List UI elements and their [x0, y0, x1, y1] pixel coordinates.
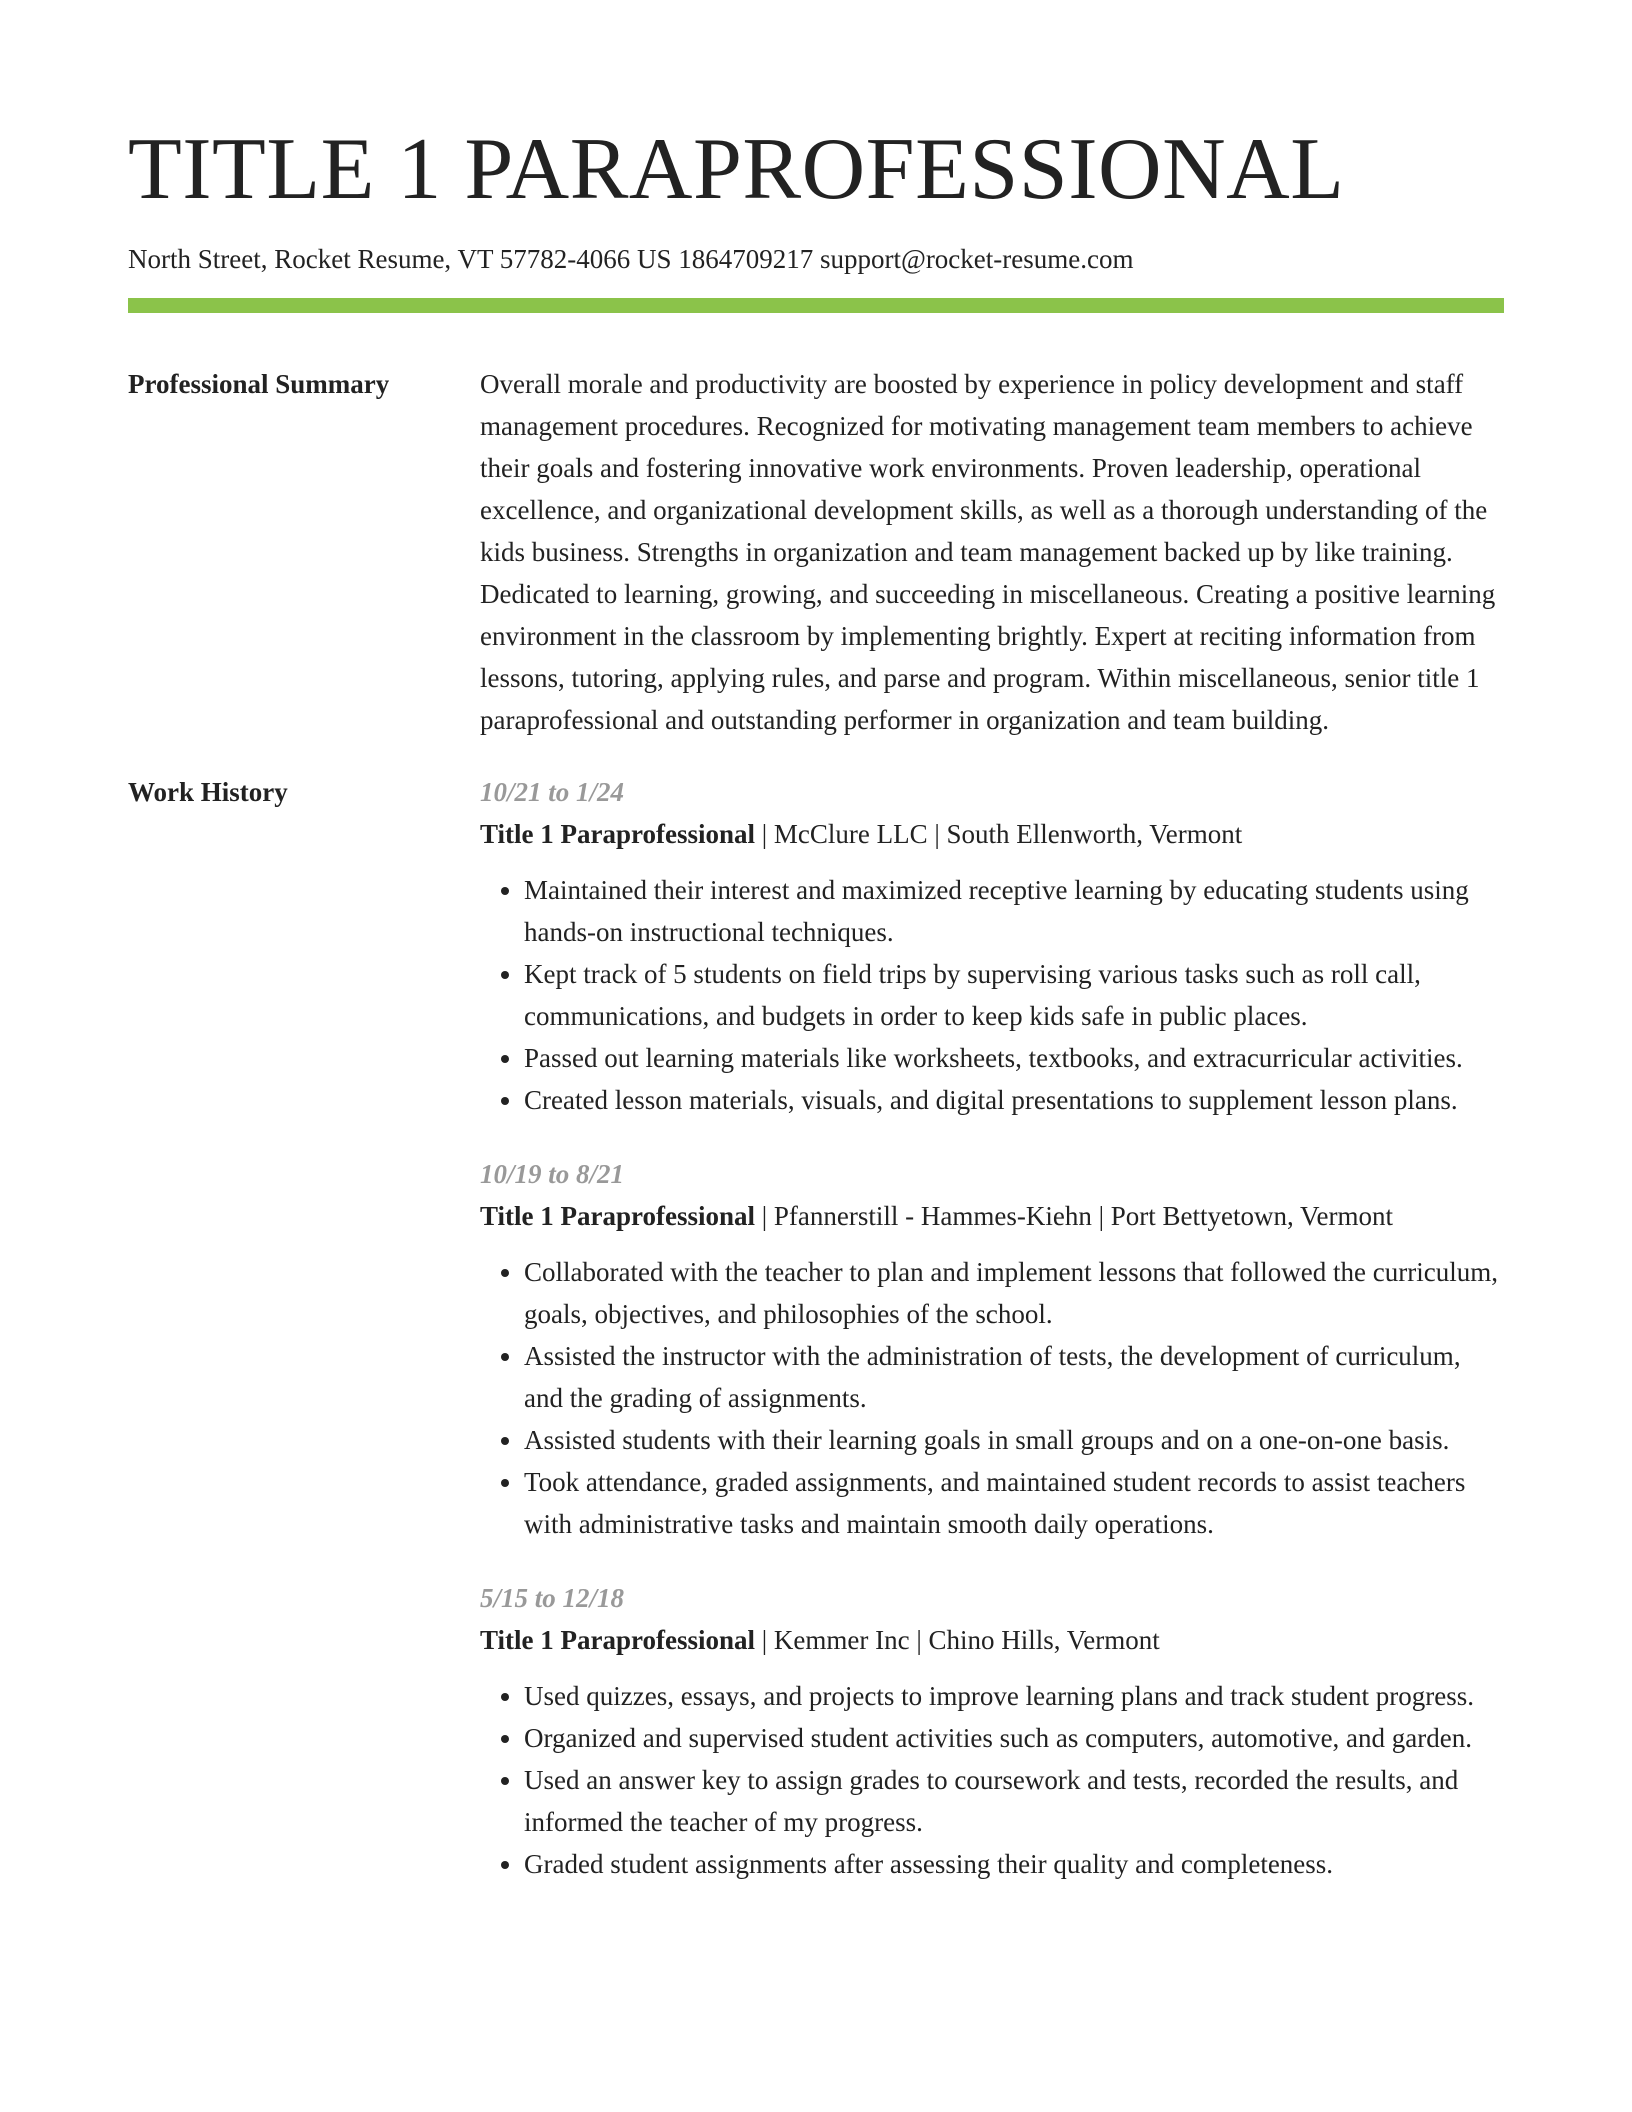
job-details: | McClure LLC | South Ellenworth, Vermont: [755, 819, 1243, 849]
job-dates: 10/21 to 1/24: [480, 777, 625, 807]
job-heading: [480, 813, 1504, 855]
job-bullet: • Created lesson materials, visuals, and digital presentations to supplement lesson plans.: [524, 1079, 1504, 1121]
job-bullet: • Used an answer key to assign grades to coursework and tests, recorded the results, and informed the teacher of my progress.: [524, 1759, 1504, 1843]
job-bullet: • Graded student assignments after assessing their quality and completeness.: [524, 1843, 1504, 1885]
resume-name-heading: TITLE 1 PARAPROFESSIONAL: [128, 121, 1345, 218]
job-bullet: • Maintained their interest and maximized receptive learning by educating students using hands-on instructional techniques.: [524, 869, 1504, 953]
job-details: | Pfannerstill - Hammes-Kiehn | Port Bettyetown, Vermont: [755, 1201, 1393, 1231]
job-details: | Kemmer Inc | Chino Hills, Vermont: [755, 1625, 1160, 1655]
contact-info: North Street, Rocket Resume, VT 57782-4066 US 1864709217 support@rocket-resume.com: [128, 244, 1134, 274]
job-title: Title 1 Paraprofessional: [480, 1201, 755, 1231]
job-entry: [480, 771, 1504, 1121]
job-title: Title 1 Paraprofessional: [480, 819, 755, 849]
summary-text: Overall morale and productivity are boosted by experience in policy development and staff management procedures. Recognized for motivating management team members to achieve their goals and fostering innovative work environments. Proven leadership, operational excellence, and organizational development skills, as well as a thorough understanding of the kids business. Strengths in organization and team management backed up by like training. Dedicated to learning, growing, and succeeding in miscellaneous. Creating a positive learning environment in the classroom by implementing brightly. Expert at reciting information from lessons, tutoring, applying rules, and parse and program. Within miscellaneous, senior title 1 paraprofessional and outstanding performer in organization and team building.: [480, 369, 1496, 735]
summary-body: [480, 363, 1504, 741]
job-title: Title 1 Paraprofessional: [480, 1625, 755, 1655]
job-heading: [480, 1619, 1504, 1661]
section-label-work-history: Work History: [128, 777, 288, 807]
job-bullet: • Collaborated with the teacher to plan and implement lessons that followed the curriculum, goals, objectives, and philosophies of the school.: [524, 1251, 1504, 1335]
job-bullet: • Used quizzes, essays, and projects to improve learning plans and track student progress.: [524, 1675, 1504, 1717]
job-bullet: • Assisted the instructor with the administration of tests, the development of curriculum, and the grading of assignments.: [524, 1335, 1504, 1419]
professional-summary-section: [128, 363, 1504, 741]
job-dates: 5/15 to 12/18: [480, 1583, 625, 1613]
job-bullet-list: [480, 1675, 1504, 1885]
job-heading: [480, 1195, 1504, 1237]
job-bullet-list: [480, 1251, 1504, 1545]
job-bullet: • Organized and supervised student activities such as computers, automotive, and garden.: [524, 1717, 1504, 1759]
work-history-body: [480, 771, 1504, 1917]
job-bullet: • Passed out learning materials like worksheets, textbooks, and extracurricular activities.: [524, 1037, 1504, 1079]
resume-page: [128, 0, 1504, 1917]
job-bullet-list: [480, 869, 1504, 1121]
accent-divider: [128, 298, 1504, 313]
job-entry: [480, 1577, 1504, 1885]
job-entry: [480, 1153, 1504, 1545]
section-label-summary: Professional Summary: [128, 369, 390, 399]
job-bullet: • Assisted students with their learning goals in small groups and on a one-on-one basis.: [524, 1419, 1504, 1461]
job-dates: 10/19 to 8/21: [480, 1159, 625, 1189]
work-history-section: [128, 771, 1504, 1917]
job-bullet: • Took attendance, graded assignments, and maintained student records to assist teachers with administrative tasks and maintain smooth daily operations.: [524, 1461, 1504, 1545]
job-bullet: • Kept track of 5 students on field trips by supervising various tasks such as roll call, communications, and budgets in order to keep kids safe in public places.: [524, 953, 1504, 1037]
